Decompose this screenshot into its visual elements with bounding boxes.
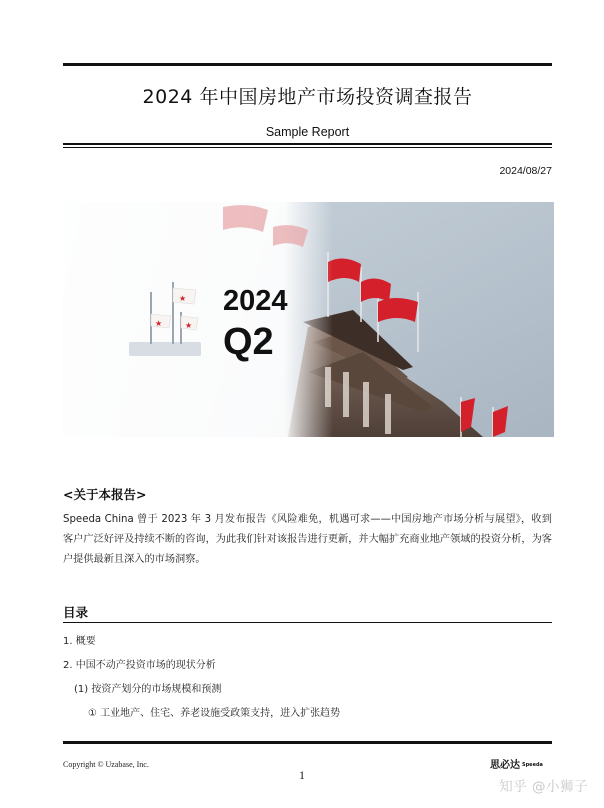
star-icon: ★ [179,294,187,303]
toc-heading: 目录 [63,605,89,620]
brand-name: 思必达 [490,760,520,771]
toc-item[interactable]: (1) 按资产划分的市场规模和预测 [74,684,222,695]
toc-item[interactable]: 1. 概要 [63,636,96,647]
star-icon: ★ [185,321,193,330]
report-date: 2024/08/27 [499,165,552,177]
toc-item[interactable]: ① 工业地产、住宅、养老设施受政策支持，进入扩张趋势 [88,708,341,719]
flag-platform-icon [129,342,201,356]
header-rule-thick [63,143,552,145]
page-number: 1 [299,770,305,782]
cover-banner-image [63,202,554,437]
star-icon: ★ [155,319,163,328]
banner-year: 2024 [223,285,288,317]
toc-item[interactable]: 2. 中国不动产投资市场的现状分析 [63,660,216,671]
about-heading: <关于本报告> [63,487,147,502]
header-top-rule [63,63,552,66]
banner-quarter: Q2 [223,321,274,363]
watermark-text: 知乎 @小狮子 [499,779,588,795]
footer-rule [63,741,552,744]
header-rule-thin [63,147,552,148]
banner-illustration [63,202,554,437]
report-subtitle: Sample Report [265,125,350,139]
brand-sub: Speeda [522,762,543,768]
toc-rule [63,622,552,623]
brand-logo [490,756,543,771]
copyright-text: Copyright © Uzabase, Inc. [63,760,149,769]
report-title: 2024 年中国房地产市场投资调查报告 [142,86,473,108]
about-paragraph: Speeda China 曾于 2023 年 3 月发布报告《风险难免，机遇可求——中国房地产市场分析与展望》，收到客户广泛好评及持续不断的咨询，为此我们针对该报告进行更新，并大幅扩充商业地产领域的投资分析，为客户提供最新且深入的市场洞察。 [63,514,552,565]
